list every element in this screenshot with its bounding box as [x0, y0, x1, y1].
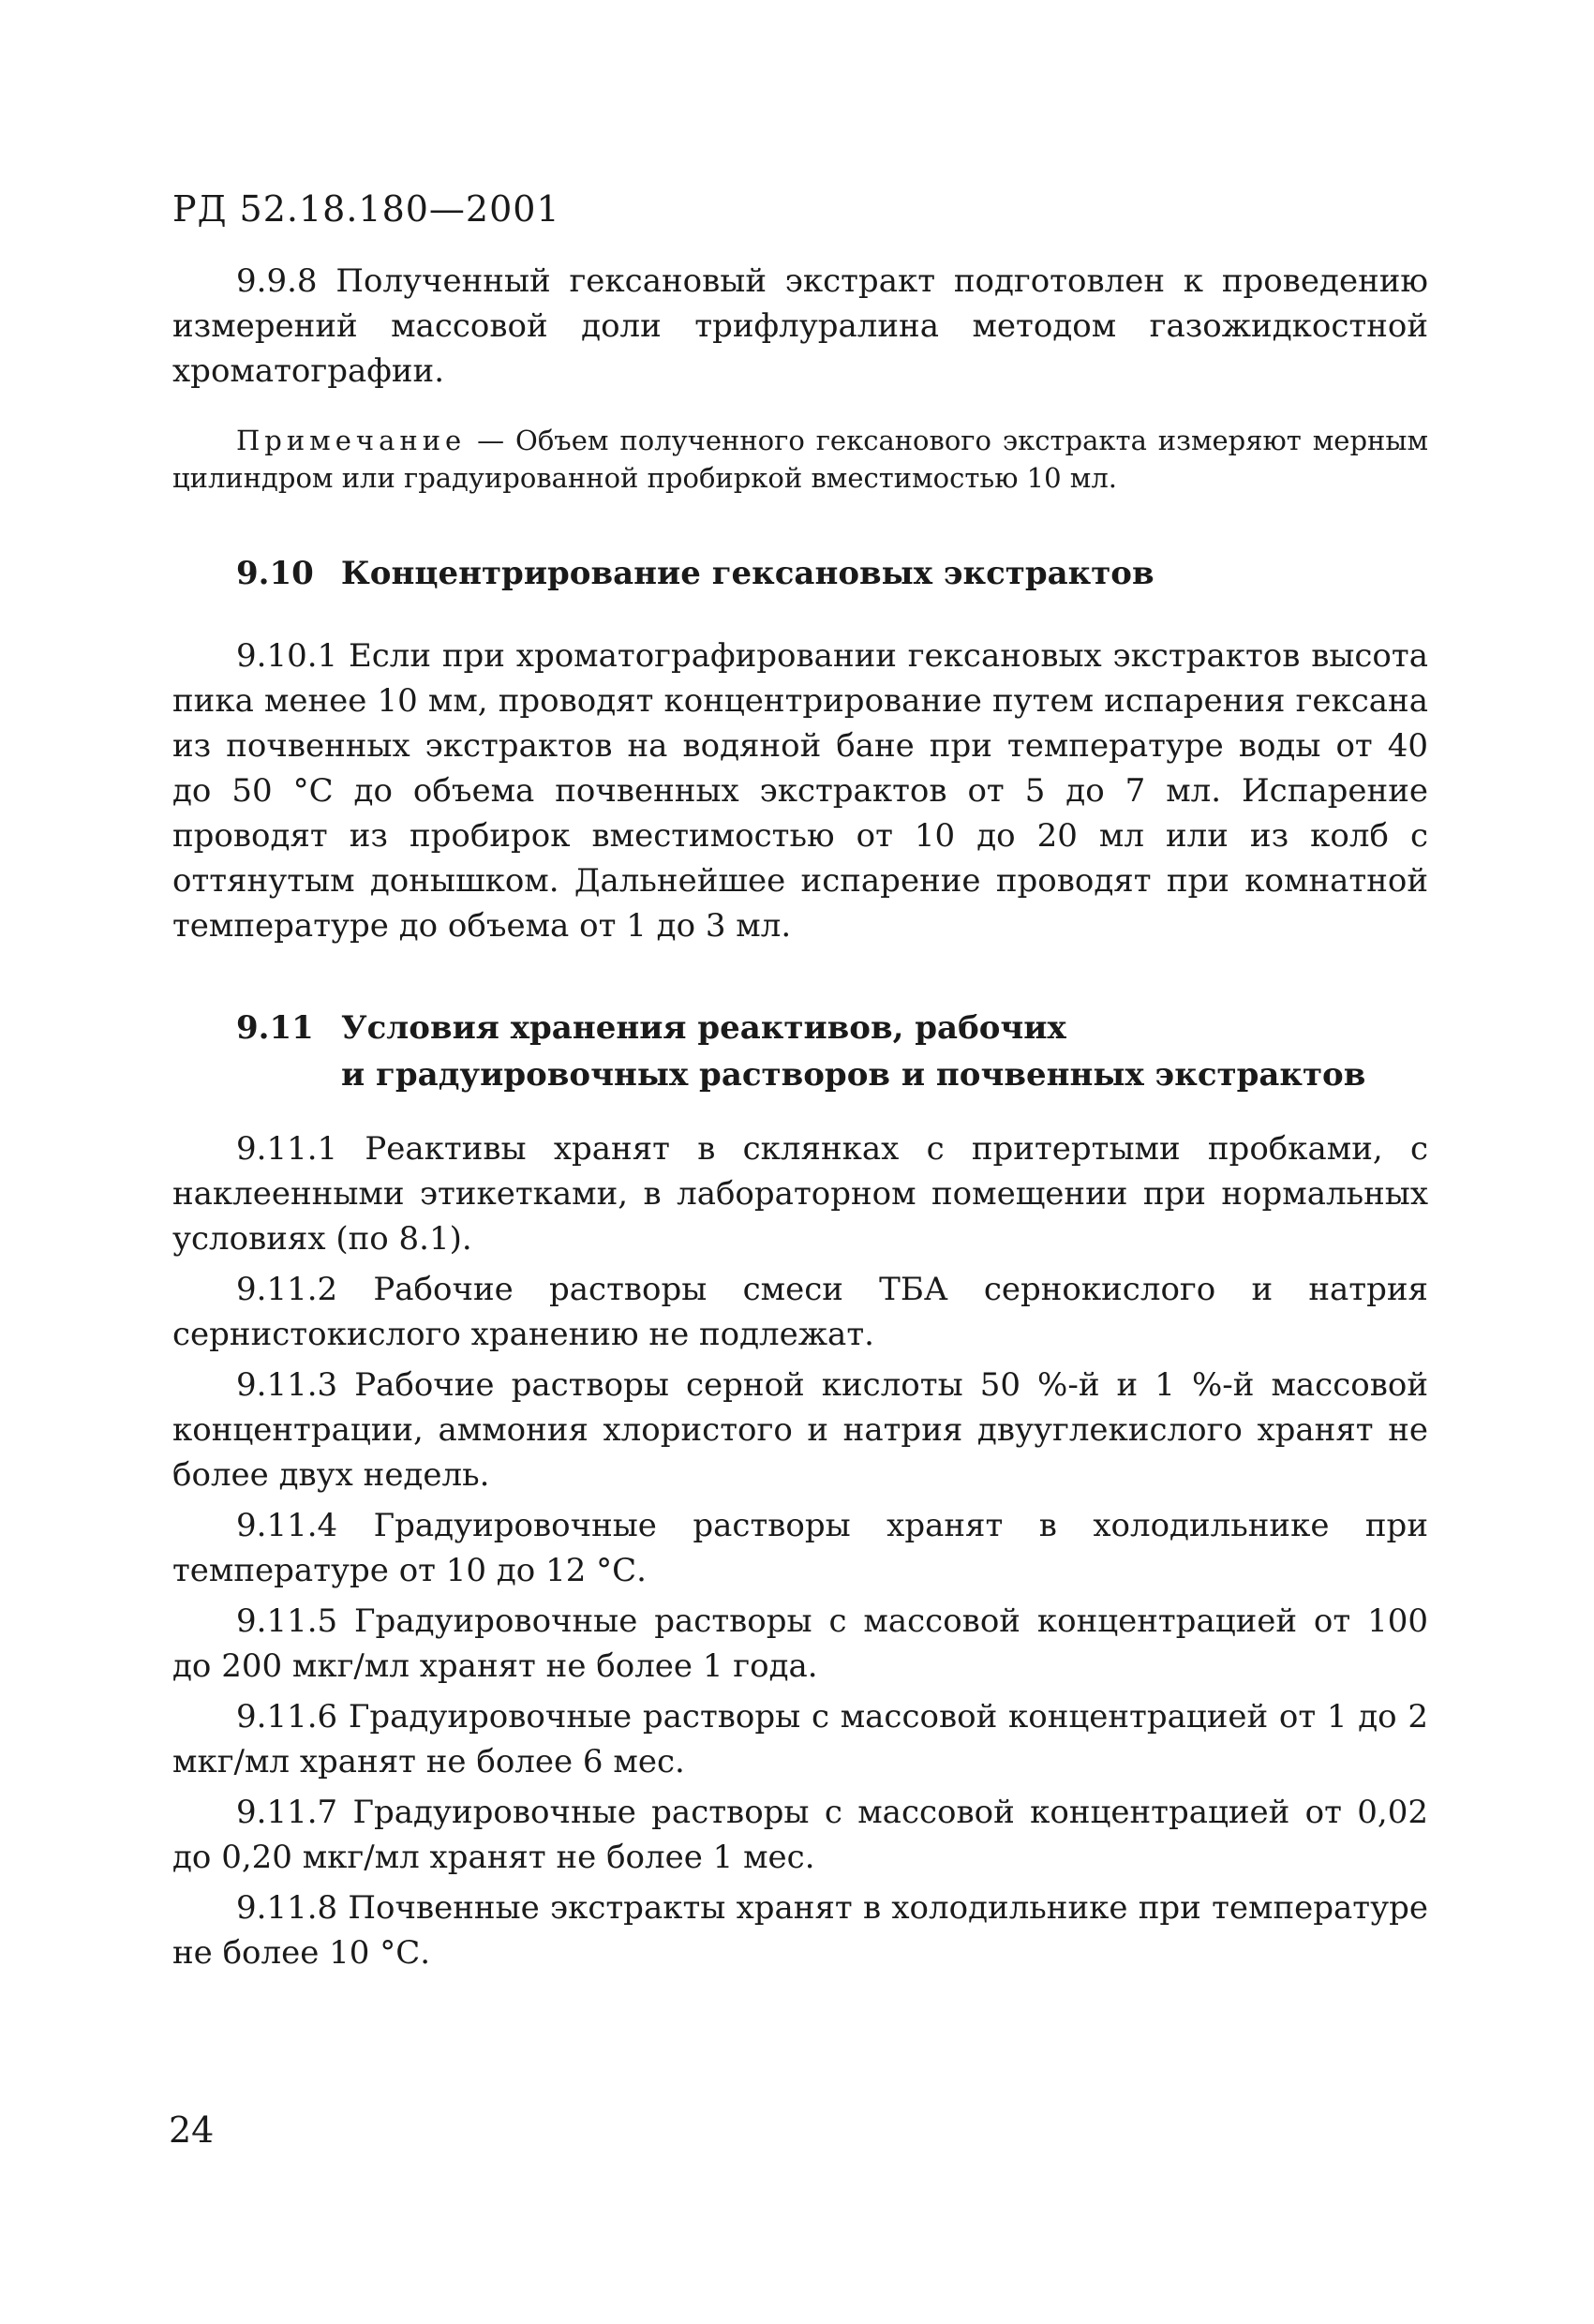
document-id: РД 52.18.180—2001	[172, 188, 560, 230]
paragraph-9-11-2: 9.11.2 Рабочие растворы смеси ТБА сернокислого и натрия сернистокислого хранению не подлежат.	[172, 1271, 1428, 1353]
section-title	[341, 1005, 1365, 1098]
section-number: 9.10	[236, 555, 314, 592]
section-number: 9.11	[236, 1009, 314, 1047]
paragraph-9-11-1: 9.11.1 Реактивы хранят в склянках с притертыми пробками, с наклеенными этикетками, в лабораторном помещении при нормальных условиях (по 8.1).	[172, 1130, 1428, 1258]
paragraph-9-11-4: 9.11.4 Градуировочные растворы хранят в холодильнике при температуре от 10 до 12 °С.	[172, 1507, 1428, 1589]
note-text: — Объем полученного гексанового экстракта измеряют мерным цилиндром или градуированной пробиркой вместимостью 10 мл.	[172, 425, 1428, 494]
paragraph-9-11-6: 9.11.6 Градуировочные растворы с массовой концентрацией от 1 до 2 мкг/мл хранят не более 6 мес.	[172, 1698, 1428, 1780]
section-title: Концентрирование гексановых экстрактов	[340, 555, 1155, 592]
paragraph-9-11-8: 9.11.8 Почвенные экстракты хранят в холодильнике при температуре не более 10 °С.	[172, 1889, 1428, 1972]
section-heading-9-11	[236, 1005, 1428, 1098]
paragraph-9-11-3: 9.11.3 Рабочие растворы серной кислоты 50 %-й и 1 %-й массовой концентрации, аммония хлористого и натрия двууглекислого хранят не более двух недель.	[172, 1366, 1428, 1494]
section-title-line-2: и градуировочных растворов и почвенных экстрактов	[341, 1056, 1366, 1094]
paragraph-9-9-8: 9.9.8 Полученный гексановый экстракт подготовлен к проведению измерений массовой доли трифлуралина методом газожидкостной хроматографии.	[172, 262, 1428, 390]
paragraph-9-11-5: 9.11.5 Градуировочные растворы с массовой концентрацией от 100 до 200 мкг/мл хранят не более 1 года.	[172, 1602, 1428, 1685]
section-heading-9-10	[236, 551, 1428, 596]
note	[172, 422, 1428, 497]
paragraph-9-11-7: 9.11.7 Градуировочные растворы с массовой концентрацией от 0,02 до 0,20 мкг/мл хранят не более 1 мес.	[172, 1794, 1428, 1876]
note-label: Примечание	[236, 425, 467, 456]
document-page	[172, 187, 1428, 1975]
section-title-line-1: Условия хранения реактивов, рабочих	[341, 1009, 1066, 1047]
page-number: 24	[169, 2109, 215, 2151]
paragraph-9-10-1: 9.10.1 Если при хроматографировании гексановых экстрактов высота пика менее 10 мм, проводят концентрирование путем испарения гексана из почвенных экстрактов на водяной бане при температуре воды от 40 до 50 °С до объема почвенных экстрактов от 5 до 7 мл. Испарение проводят из пробирок вместимостью от 10 до 20 мл или из колб с оттянутым донышком. Дальнейшее испарение проводят при комнатной температуре до объема от 1 до 3 мл.	[172, 637, 1428, 945]
